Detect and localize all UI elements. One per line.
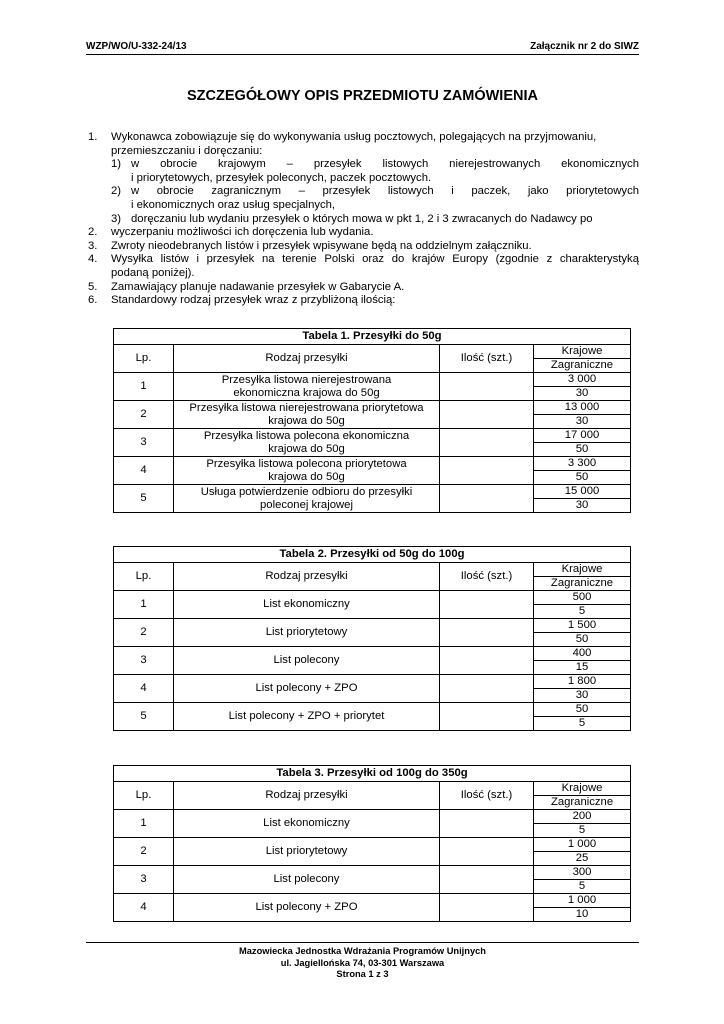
list-item: [86, 294, 639, 308]
list-number: 3.: [88, 239, 98, 252]
row-number: 4: [114, 457, 174, 485]
footer-page-number: Strona 1 z 3: [336, 969, 389, 980]
footer-organization: Mazowiecka Jednostka Wdrażania Programów Unijnych: [239, 946, 486, 956]
table-row: [114, 866, 631, 880]
column-header-quantity: Ilość (szt.): [440, 345, 534, 373]
international-qty: 30: [534, 689, 631, 703]
table-row: [114, 429, 631, 443]
table-row: [114, 591, 631, 605]
list-item: [86, 281, 639, 295]
row-number: 3: [114, 429, 174, 457]
domestic-qty: 1 000: [534, 838, 631, 852]
international-qty: 30: [534, 415, 631, 429]
column-header-quantity: Ilość (szt.): [440, 782, 534, 810]
list-text: Wysyłka listów i przesyłek na terenie Polski oraz do krajów Europy (zgodnie z charakterystyką: [111, 253, 639, 266]
column-header-type: Rodzaj przesyłki: [174, 563, 440, 591]
row-number: 2: [114, 619, 174, 647]
domestic-qty: 1 500: [534, 619, 631, 633]
quantity-spacer: [440, 457, 534, 485]
list-number: 6.: [88, 294, 98, 307]
international-qty: 5: [534, 824, 631, 838]
column-header-lp: Lp.: [114, 782, 174, 810]
row-number: 4: [114, 894, 174, 922]
column-header-lp: Lp.: [114, 563, 174, 591]
column-header-type: Rodzaj przesyłki: [174, 782, 440, 810]
domestic-qty: 3 300: [534, 457, 631, 471]
sub-list-item: [86, 158, 639, 172]
numbered-list: [86, 131, 639, 308]
sub-list-text: doręczaniu lub wydaniu przesyłek o których mowa w pkt 1, 2 i 3 zwracanych do Nadawcy po: [131, 212, 593, 225]
sub-list-text: i priorytetowych, przesyłek poleconych, paczek pocztowych.: [131, 171, 432, 184]
attachment-label: Załącznik nr 2 do SIWZ: [530, 41, 639, 52]
row-number: 1: [114, 810, 174, 838]
table-row: [114, 838, 631, 852]
table-row: [114, 373, 631, 387]
table-parcels-100g-to-350g: [113, 765, 631, 922]
international-qty: 30: [534, 387, 631, 401]
domestic-qty: 500: [534, 591, 631, 605]
column-header-domestic: Krajowe: [534, 345, 631, 359]
sub-list-text: w obrocie zagranicznym – przesyłek listowych i paczek, jako priorytetowych: [131, 185, 639, 198]
list-item-continuation: [86, 267, 639, 281]
sub-list-number: 2): [111, 185, 122, 198]
row-number: 3: [114, 866, 174, 894]
table-caption: Tabela 2. Przesyłki od 50g do 100g: [114, 547, 631, 563]
page-footer: [86, 946, 639, 981]
sub-list-continuation: [86, 172, 639, 186]
quantity-spacer: [440, 703, 534, 731]
quantity-spacer: [440, 647, 534, 675]
international-qty: 50: [534, 633, 631, 647]
table-row: [114, 401, 631, 415]
list-text: przemieszczaniu i doręczaniu:: [111, 144, 263, 157]
row-number: 5: [114, 485, 174, 513]
quantity-spacer: [440, 373, 534, 401]
row-number: 5: [114, 703, 174, 731]
domestic-qty: 200: [534, 810, 631, 824]
domestic-qty: 13 000: [534, 401, 631, 415]
row-number: 2: [114, 401, 174, 429]
international-qty: 25: [534, 852, 631, 866]
header-divider: [86, 54, 639, 55]
sub-list-text: w obrocie krajowym – przesyłek listowych nierejestrowanych ekonomicznych: [131, 158, 639, 171]
international-qty: 30: [534, 499, 631, 513]
list-item: [86, 131, 639, 145]
parcel-type: List priorytetowy: [174, 619, 440, 647]
sub-list-number: 3): [111, 212, 122, 225]
quantity-spacer: [440, 429, 534, 457]
parcel-type: Przesyłka listowa polecona priorytetowa krajowa do 50g: [174, 457, 440, 485]
sub-list-number: 1): [111, 158, 122, 171]
table-row: [114, 894, 631, 908]
domestic-qty: 1 800: [534, 675, 631, 689]
domestic-qty: 1 000: [534, 894, 631, 908]
parcel-type: List polecony + ZPO: [174, 675, 440, 703]
table-row: [114, 810, 631, 824]
parcel-type: List priorytetowy: [174, 838, 440, 866]
column-header-international: Zagraniczne: [534, 577, 631, 591]
parcel-type: Przesyłka listowa polecona ekonomiczna krajowa do 50g: [174, 429, 440, 457]
table-row: [114, 485, 631, 499]
international-qty: 5: [534, 605, 631, 619]
parcel-type: Przesyłka listowa nierejestrowana priorytetowa krajowa do 50g: [174, 401, 440, 429]
page-header: [86, 41, 639, 52]
quantity-spacer: [440, 810, 534, 838]
sub-list-item: [86, 185, 639, 199]
table-caption: Tabela 1. Przesyłki do 50g: [114, 329, 631, 345]
footer-divider: [86, 942, 639, 943]
international-qty: 15: [534, 661, 631, 675]
column-header-domestic: Krajowe: [534, 563, 631, 577]
sub-list-continuation: [86, 199, 639, 213]
column-header-international: Zagraniczne: [534, 796, 631, 810]
sub-list-text: i ekonomicznych oraz usług specjalnych,: [131, 198, 336, 211]
document-reference: WZP/WO/U-332-24/13: [86, 41, 187, 52]
domestic-qty: 17 000: [534, 429, 631, 443]
list-text: podaną poniżej).: [111, 266, 195, 279]
parcel-type: List ekonomiczny: [174, 810, 440, 838]
list-text: Zamawiający planuje nadawanie przesyłek w Gabarycie A.: [111, 280, 405, 293]
row-number: 1: [114, 373, 174, 401]
column-header-type: Rodzaj przesyłki: [174, 345, 440, 373]
parcel-type: Przesyłka listowa nierejestrowana ekonomiczna krajowa do 50g: [174, 373, 440, 401]
table-row: [114, 675, 631, 689]
domestic-qty: 400: [534, 647, 631, 661]
list-item: [86, 253, 639, 267]
quantity-spacer: [440, 485, 534, 513]
page-title: SZCZEGÓŁOWY OPIS PRZEDMIOTU ZAMÓWIENIA: [187, 88, 538, 104]
list-item: [86, 226, 639, 240]
column-header-quantity: Ilość (szt.): [440, 563, 534, 591]
international-qty: 10: [534, 908, 631, 922]
domestic-qty: 3 000: [534, 373, 631, 387]
column-header-lp: Lp.: [114, 345, 174, 373]
parcel-type: List polecony: [174, 866, 440, 894]
quantity-spacer: [440, 591, 534, 619]
list-item: [86, 240, 639, 254]
row-number: 1: [114, 591, 174, 619]
quantity-spacer: [440, 675, 534, 703]
quantity-spacer: [440, 866, 534, 894]
parcel-type: List ekonomiczny: [174, 591, 440, 619]
sub-list-item: [86, 213, 639, 227]
international-qty: 50: [534, 471, 631, 485]
table-parcels-50g-to-100g: [113, 546, 631, 731]
table-row: [114, 457, 631, 471]
list-number: 1.: [88, 131, 98, 143]
quantity-spacer: [440, 619, 534, 647]
column-header-domestic: Krajowe: [534, 782, 631, 796]
domestic-qty: 15 000: [534, 485, 631, 499]
list-text: Wykonawca zobowiązuje się do wykonywania usług pocztowych, polegających na przyjmowaniu,: [111, 131, 597, 143]
row-number: 3: [114, 647, 174, 675]
row-number: 2: [114, 838, 174, 866]
parcel-type: List polecony: [174, 647, 440, 675]
list-item-continuation: [86, 145, 639, 159]
international-qty: 5: [534, 880, 631, 894]
list-text: wyczerpaniu możliwości ich doręczenia lub wydania.: [111, 226, 374, 239]
quantity-spacer: [440, 401, 534, 429]
parcel-type: List polecony + ZPO + priorytet: [174, 703, 440, 731]
quantity-spacer: [440, 894, 534, 922]
table-row: [114, 619, 631, 633]
list-text: Zwroty nieodebranych listów i przesyłek wpisywane będą na oddzielnym załączniku.: [111, 239, 532, 252]
footer-address: ul. Jagiellońska 74, 03-301 Warszawa: [280, 957, 445, 968]
parcel-type: Usługa potwierdzenie odbioru do przesyłki poleconej krajowej: [174, 485, 440, 513]
domestic-qty: 300: [534, 866, 631, 880]
table-row: [114, 703, 631, 717]
list-text: Standardowy rodzaj przesyłek wraz z przybliżoną ilością:: [111, 294, 396, 307]
table-caption: Tabela 3. Przesyłki od 100g do 350g: [114, 766, 631, 782]
column-header-international: Zagraniczne: [534, 359, 631, 373]
international-qty: 50: [534, 443, 631, 457]
table-parcels-up-to-50g: [113, 328, 631, 513]
table-row: [114, 647, 631, 661]
row-number: 4: [114, 675, 174, 703]
domestic-qty: 50: [534, 703, 631, 717]
list-number: 5.: [88, 280, 98, 293]
list-number: 4.: [88, 253, 98, 266]
list-number: 2.: [88, 226, 98, 239]
parcel-type: List polecony + ZPO: [174, 894, 440, 922]
international-qty: 5: [534, 717, 631, 731]
quantity-spacer: [440, 838, 534, 866]
